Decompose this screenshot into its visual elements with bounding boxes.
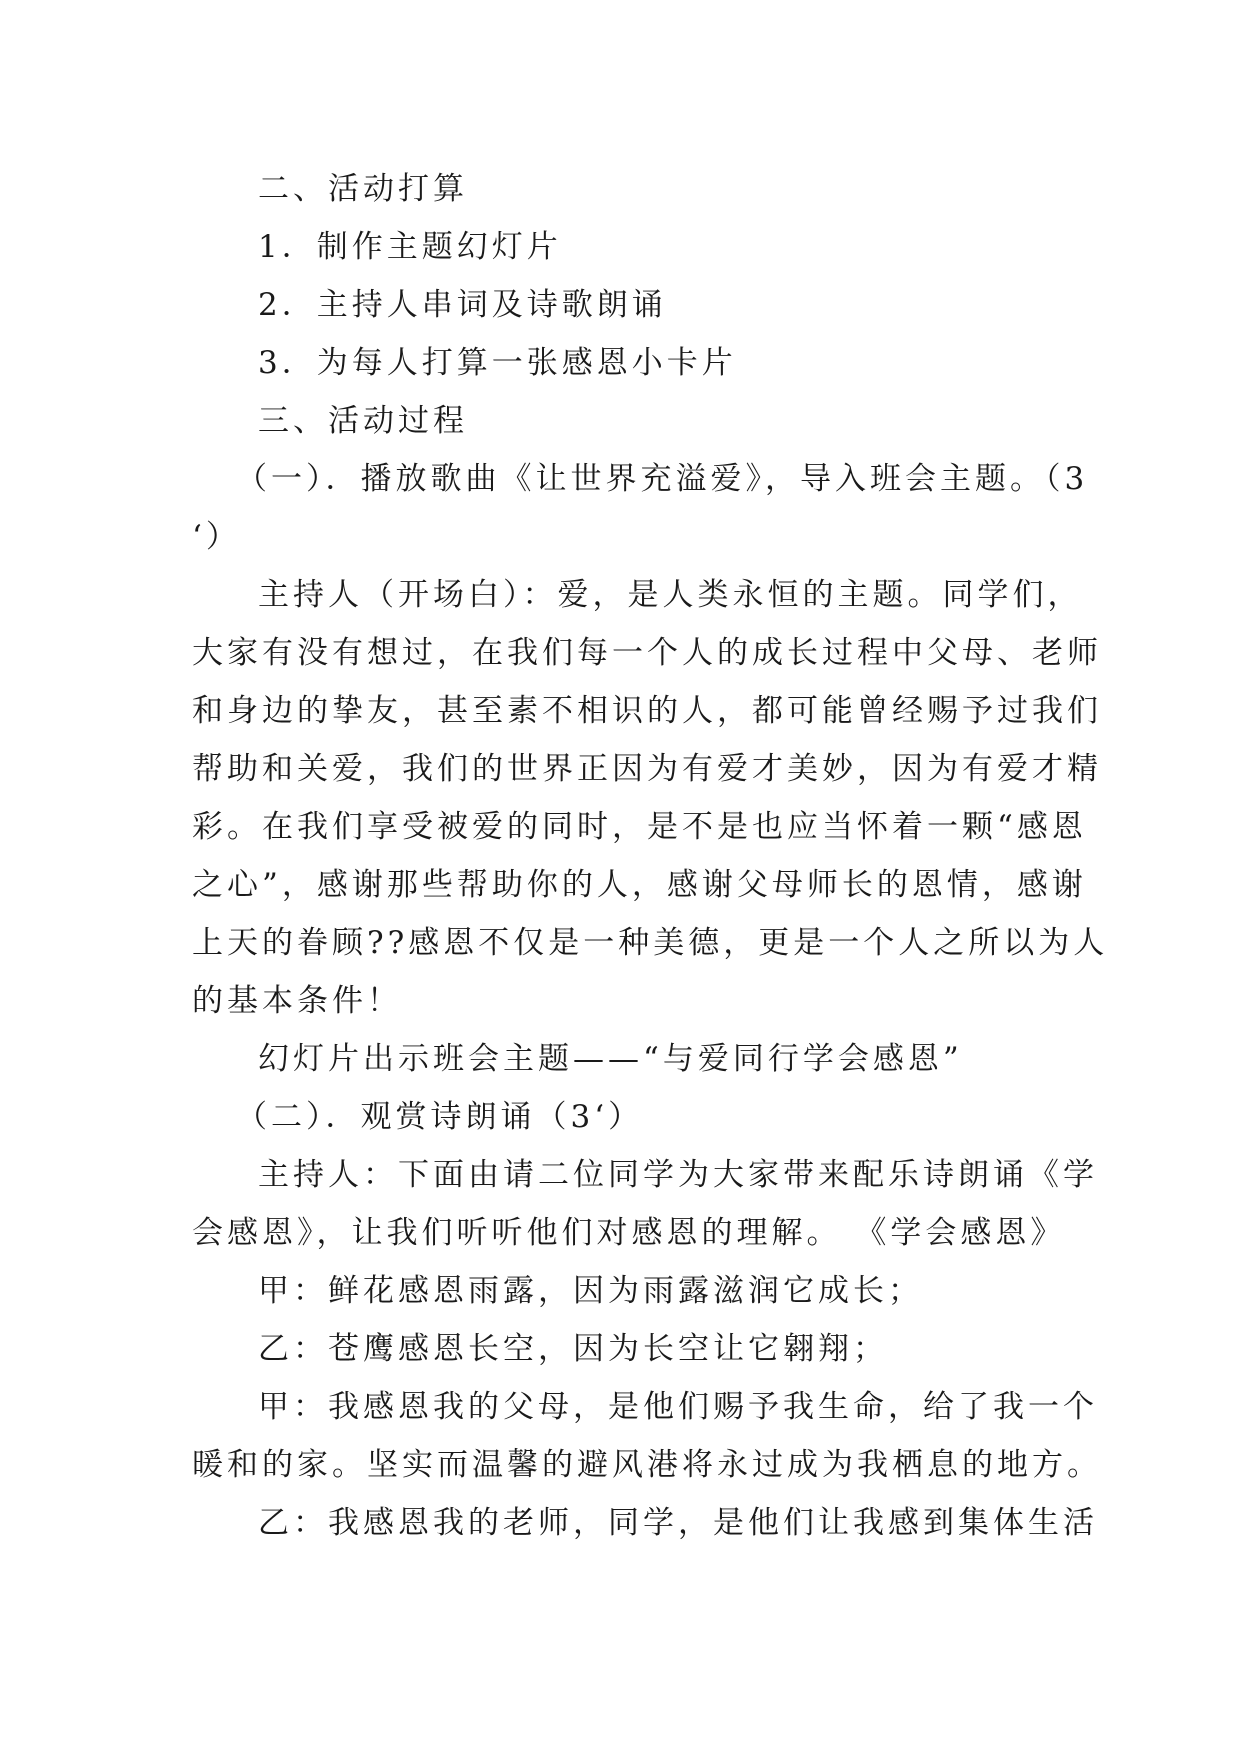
document-body — [192, 160, 1109, 1552]
poem-line: 乙：苍鹰感恩长空，因为长空让它翱翔； — [258, 1331, 888, 1367]
list-item: 3．为每人打算一张感恩小卡片 — [258, 345, 737, 381]
paragraph-line: 主持人（开场白）：爱，是人类永恒的主题。同学们， — [258, 577, 1083, 613]
paragraph-line: 大家有没有想过，在我们每一个人的成长过程中父母、老师 — [192, 635, 1102, 671]
section-heading-process: 三、活动过程 — [258, 403, 468, 439]
paragraph-line: 主持人：下面由请二位同学为大家带来配乐诗朗诵《学 — [258, 1157, 1098, 1193]
list-item: 2．主持人串词及诗歌朗诵 — [258, 287, 667, 323]
subsection-heading: （二）．观赏诗朗诵（3‘） — [236, 1099, 644, 1135]
subsection-heading: （一）．播放歌曲《让世界充溢爱》，导入班会主题。（3 — [236, 461, 1089, 497]
paragraph-line: 会感恩》，让我们听听他们对感恩的理解。 《学会感恩》 — [192, 1215, 1066, 1251]
paragraph-line: 上天的眷顾??感恩不仅是一种美德，更是一个人之所以为人 — [192, 925, 1109, 961]
paragraph-line: ‘） — [192, 519, 241, 555]
paragraph-line: 帮助和关爱，我们的世界正因为有爱才美妙，因为有爱才精 — [192, 751, 1102, 787]
list-item: 1．制作主题幻灯片 — [258, 229, 562, 265]
poem-line: 甲：我感恩我的父母，是他们赐予我生命，给了我一个 — [258, 1389, 1098, 1425]
paragraph-line: 的基本条件！ — [192, 983, 402, 1019]
poem-line: 乙：我感恩我的老师，同学，是他们让我感到集体生活 — [258, 1505, 1098, 1541]
paragraph-line: 和身边的挚友，甚至素不相识的人，都可能曾经赐予过我们 — [192, 693, 1102, 729]
poem-line: 暖和的家。坚实而温馨的避风港将永过成为我栖息的地方。 — [192, 1447, 1102, 1483]
paragraph-line: 彩。在我们享受被爱的同时，是不是也应当怀着一颗“感恩 — [192, 809, 1087, 845]
paragraph-line: 幻灯片出示班会主题——“与爱同行学会感恩” — [258, 1041, 963, 1077]
paragraph-line: 之心”，感谢那些帮助你的人，感谢父母师长的恩情，感谢 — [192, 867, 1087, 903]
poem-line: 甲：鲜花感恩雨露，因为雨露滋润它成长； — [258, 1273, 923, 1309]
section-heading-preparation: 二、活动打算 — [258, 171, 468, 207]
